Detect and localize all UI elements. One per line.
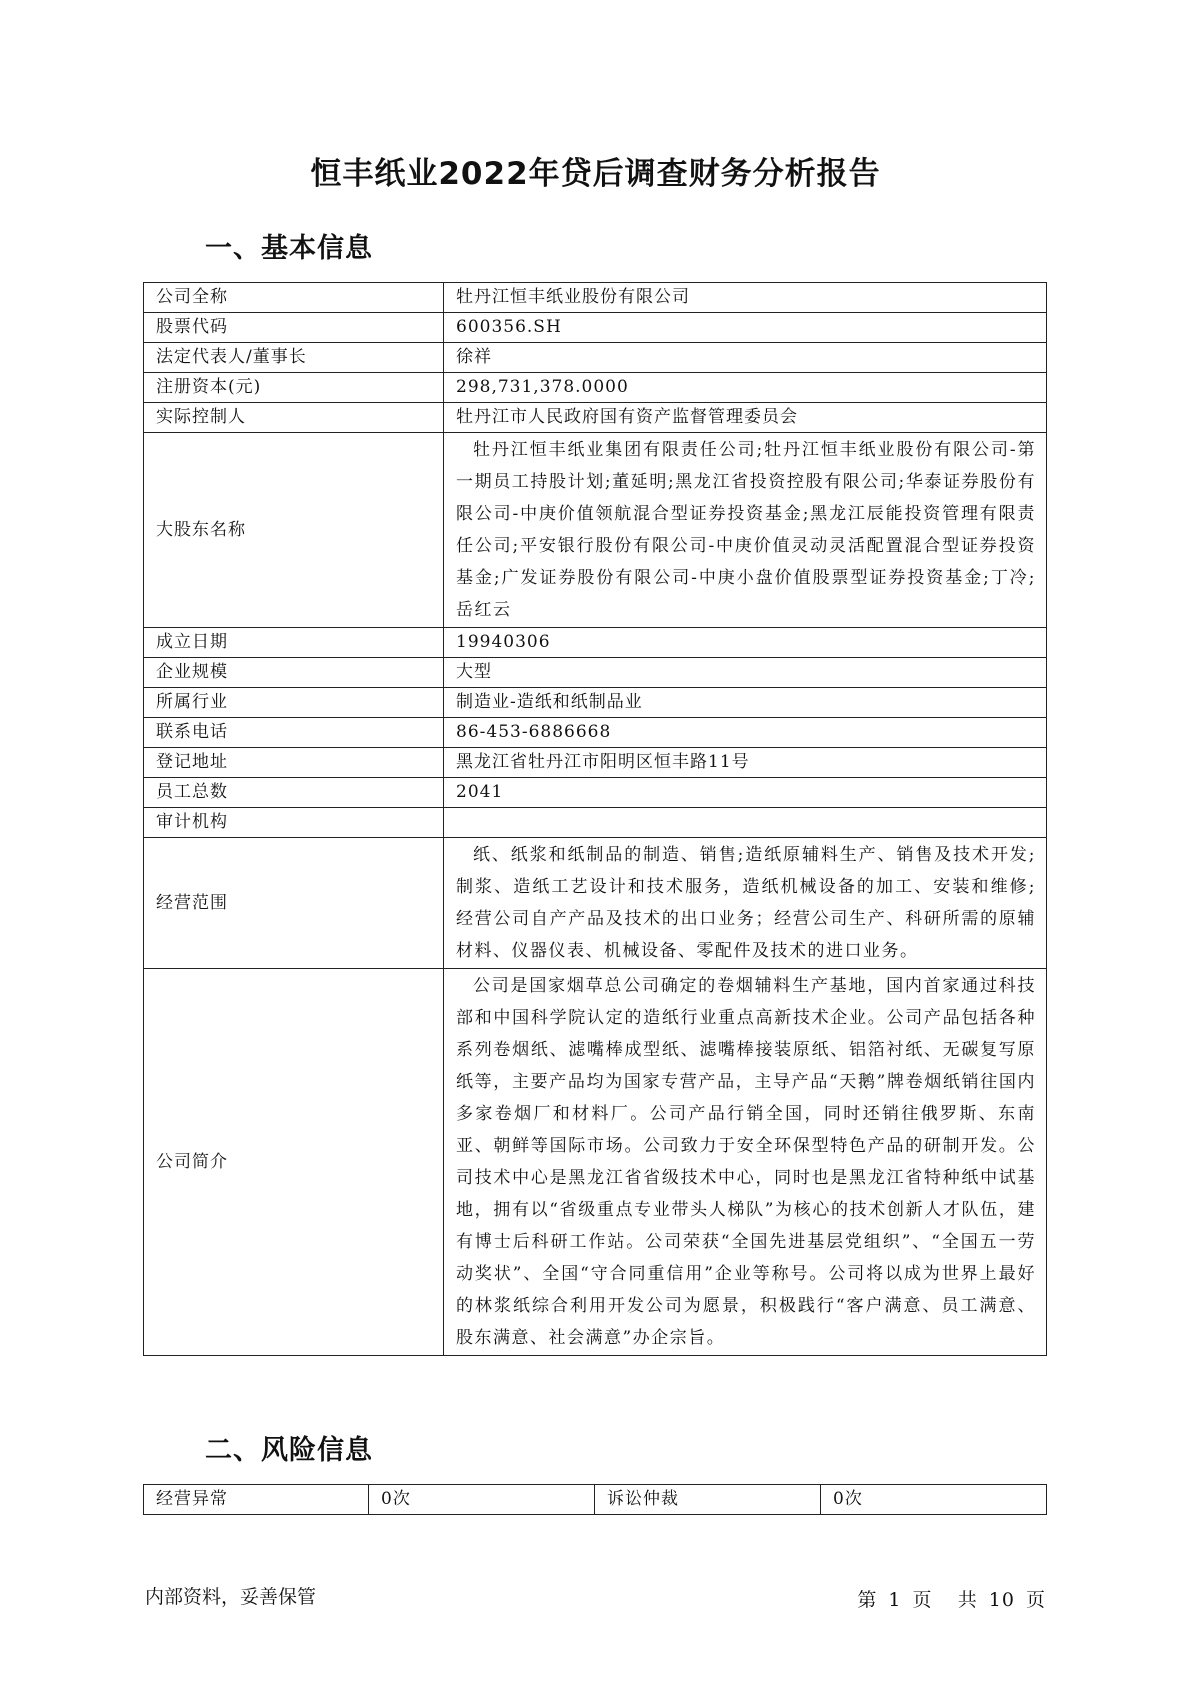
row-value-company-profile: 公司是国家烟草总公司确定的卷烟辅料生产基地，国内首家通过科技部和中国科学院认定的造纸行业重点高新技术企业。公司产品包括各种系列卷烟纸、滤嘴棒成型纸、滤嘴棒接装原纸、铝箔衬纸、无碳复写原纸等，主要产品均为国家专营产品，主导产品“天鹅”牌卷烟纸销往国内多家卷烟厂和材料厂。公司产品行销全国，同时还销往俄罗斯、东南亚、朝鲜等国际市场。公司致力于安全环保型特色产品的研制开发。公司技术中心是黑龙江省省级技术中心，同时也是黑龙江省特种纸中试基地，拥有以“省级重点专业带头人梯队”为核心的技术创新人才队伍，建有博士后科研工作站。公司荣获“全国先进基层党组织”、“全国五一劳动奖状”、全国“守合同重信用”企业等称号。公司将以成为世界上最好的林浆纸综合利用开发公司为愿景，积极践行“客户满意、员工满意、股东满意、社会满意”办企宗旨。 bbox=[444, 969, 1047, 1356]
row-value-business-scope: 纸、纸浆和纸制品的制造、销售;造纸原辅料生产、销售及技术开发;制浆、造纸工艺设计和技术服务，造纸机械设备的加工、安装和维修;经营公司自产产品及技术的出口业务；经营公司生产、科研所需的原辅材料、仪器仪表、机械设备、零配件及技术的进口业务。 bbox=[444, 838, 1047, 969]
table-row bbox=[144, 718, 1047, 748]
total-prefix: 共 bbox=[957, 1589, 978, 1611]
section-heading-risk-info: 二、风险信息 bbox=[205, 1435, 373, 1466]
row-label-actual-controller: 实际控制人 bbox=[144, 403, 444, 433]
row-label-major-shareholders: 大股东名称 bbox=[144, 433, 444, 628]
row-label-audit-firm: 审计机构 bbox=[144, 808, 444, 838]
row-label-employee-count: 员工总数 bbox=[144, 778, 444, 808]
row-value-registered-address: 黑龙江省牡丹江市阳明区恒丰路11号 bbox=[444, 748, 1047, 778]
page-number: 1 bbox=[888, 1589, 902, 1611]
risk-label-litigation: 诉讼仲裁 bbox=[595, 1485, 821, 1515]
table-row bbox=[144, 433, 1047, 628]
row-label-company-profile: 公司简介 bbox=[144, 969, 444, 1356]
risk-value-business-abnormal: 0次 bbox=[369, 1485, 595, 1515]
footer-confidential-note: 内部资料，妥善保管 bbox=[145, 1586, 317, 1608]
table-row bbox=[144, 283, 1047, 313]
row-label-industry: 所属行业 bbox=[144, 688, 444, 718]
section-heading-basic-info: 一、基本信息 bbox=[205, 233, 373, 264]
row-value-company-scale: 大型 bbox=[444, 658, 1047, 688]
row-label-business-scope: 经营范围 bbox=[144, 838, 444, 969]
risk-label-business-abnormal: 经营异常 bbox=[144, 1485, 369, 1515]
row-value-registered-capital: 298,731,378.0000 bbox=[444, 373, 1047, 403]
table-row bbox=[144, 403, 1047, 433]
page-word: 页 bbox=[912, 1589, 933, 1611]
table-row bbox=[144, 838, 1047, 969]
table-row bbox=[144, 658, 1047, 688]
table-row bbox=[144, 969, 1047, 1356]
table-row bbox=[144, 808, 1047, 838]
table-row bbox=[144, 748, 1047, 778]
row-value-legal-rep: 徐祥 bbox=[444, 343, 1047, 373]
row-label-establish-date: 成立日期 bbox=[144, 628, 444, 658]
table-row bbox=[144, 778, 1047, 808]
row-value-major-shareholders: 牡丹江恒丰纸业集团有限责任公司;牡丹江恒丰纸业股份有限公司-第一期员工持股计划;董延明;黑龙江省投资控股有限公司;华泰证券股份有限公司-中庚价值领航混合型证券投资基金;黑龙江辰能投资管理有限责任公司;平安银行股份有限公司-中庚价值灵动灵活配置混合型证券投资基金;广发证券股份有限公司-中庚小盘价值股票型证券投资基金;丁冷;岳红云 bbox=[444, 433, 1047, 628]
table-row bbox=[144, 628, 1047, 658]
row-value-establish-date: 19940306 bbox=[444, 628, 1047, 658]
row-label-phone: 联系电话 bbox=[144, 718, 444, 748]
total-pages: 10 bbox=[988, 1589, 1015, 1611]
row-label-stock-code: 股票代码 bbox=[144, 313, 444, 343]
table-row bbox=[144, 688, 1047, 718]
table-row bbox=[144, 343, 1047, 373]
total-word: 页 bbox=[1025, 1589, 1046, 1611]
basic-info-table bbox=[143, 282, 1047, 1356]
row-label-company-name: 公司全称 bbox=[144, 283, 444, 313]
row-value-employee-count: 2041 bbox=[444, 778, 1047, 808]
footer-page-info bbox=[855, 1585, 1048, 1612]
row-value-industry: 制造业-造纸和纸制品业 bbox=[444, 688, 1047, 718]
row-label-legal-rep: 法定代表人/董事长 bbox=[144, 343, 444, 373]
risk-info-table bbox=[143, 1484, 1047, 1515]
row-value-actual-controller: 牡丹江市人民政府国有资产监督管理委员会 bbox=[444, 403, 1047, 433]
page-prefix: 第 bbox=[857, 1589, 878, 1611]
row-value-stock-code: 600356.SH bbox=[444, 313, 1047, 343]
row-label-registered-capital: 注册资本(元) bbox=[144, 373, 444, 403]
row-value-phone: 86-453-6886668 bbox=[444, 718, 1047, 748]
row-value-company-name: 牡丹江恒丰纸业股份有限公司 bbox=[444, 283, 1047, 313]
row-label-registered-address: 登记地址 bbox=[144, 748, 444, 778]
row-value-audit-firm bbox=[444, 808, 1047, 838]
table-row bbox=[144, 373, 1047, 403]
table-row bbox=[144, 1485, 1047, 1515]
document-title: 恒丰纸业2022年贷后调查财务分析报告 bbox=[310, 156, 881, 192]
risk-value-litigation: 0次 bbox=[821, 1485, 1047, 1515]
table-row bbox=[144, 313, 1047, 343]
row-label-company-scale: 企业规模 bbox=[144, 658, 444, 688]
